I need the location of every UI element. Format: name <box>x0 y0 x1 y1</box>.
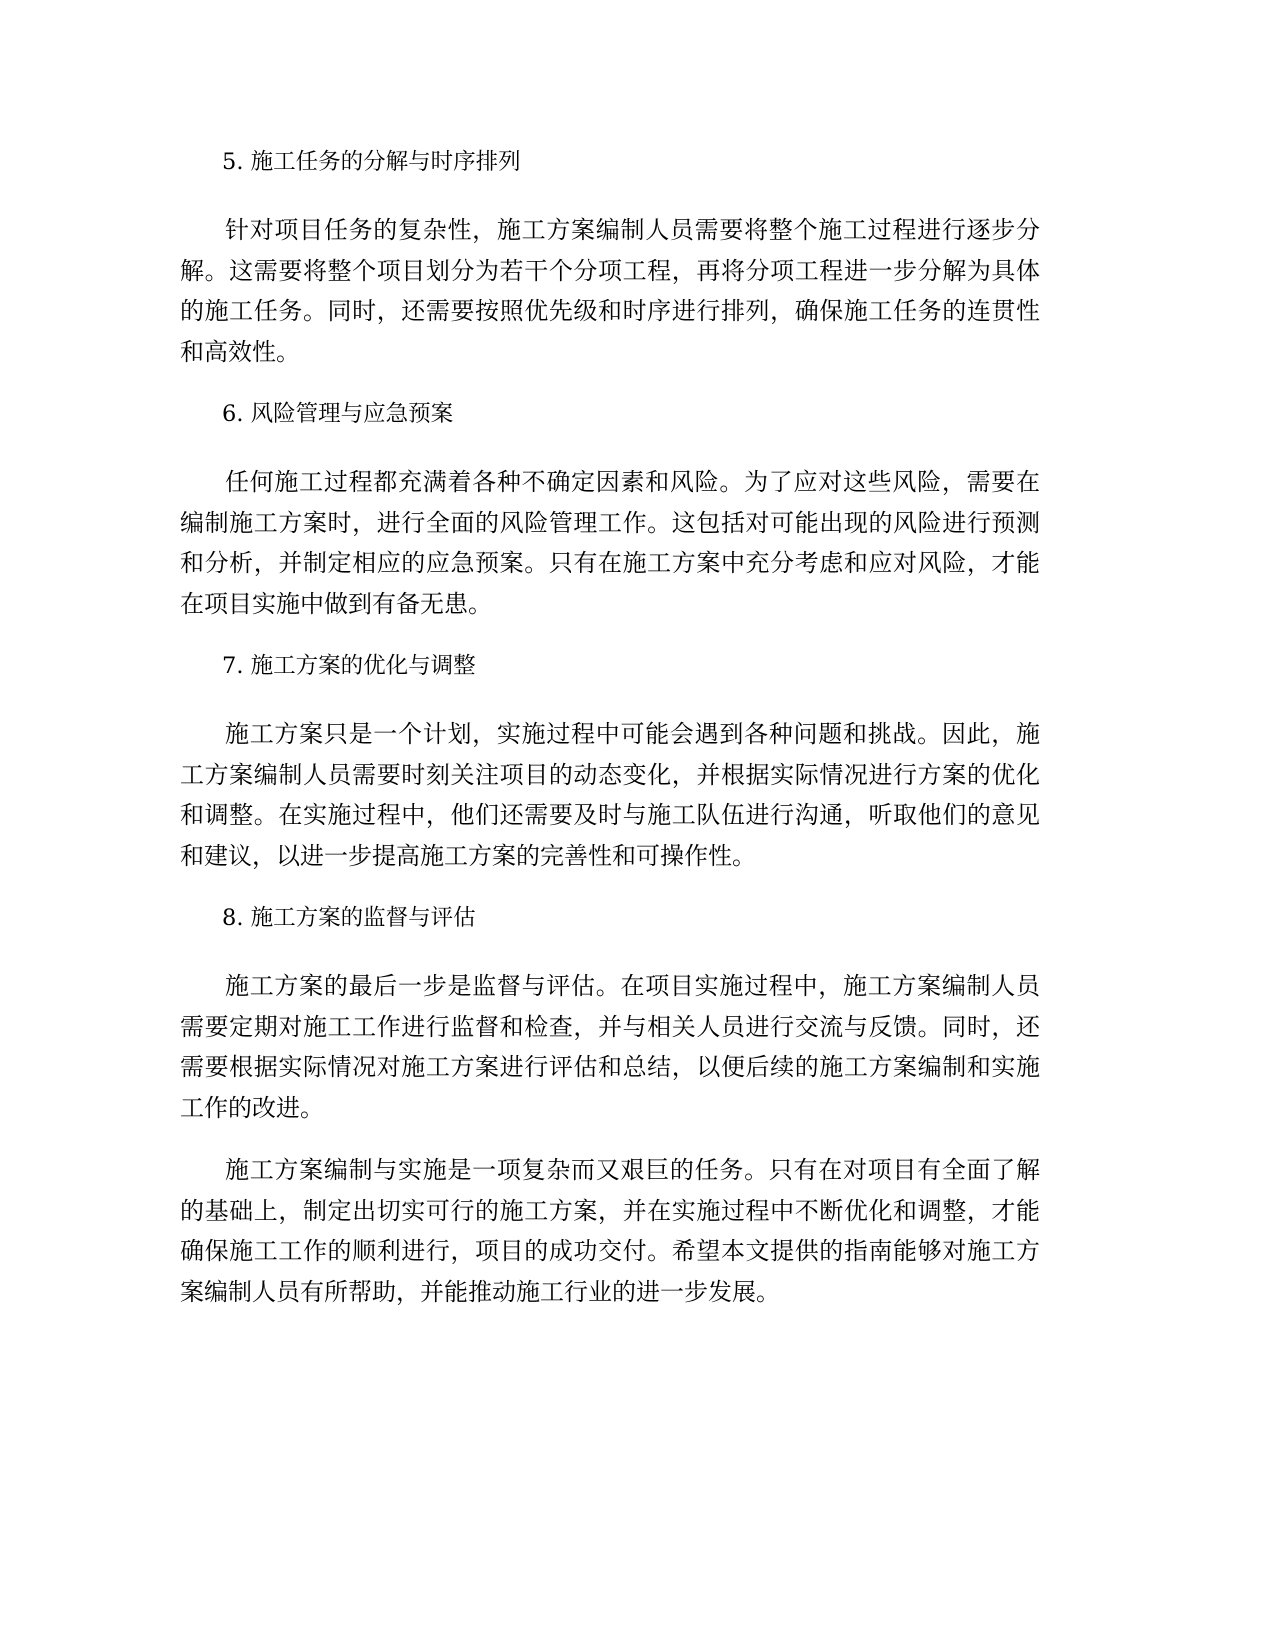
section-heading-5: 5. 施工任务的分解与时序排列 <box>222 149 521 175</box>
conclusion-paragraph: 施工方案编制与实施是一项复杂而又艰巨的任务。只有在对项目有全面了解的基础上，制定出切实可行的施工方案，并在实施过程中不断优化和调整，才能确保施工工作的顺利进行，项目的成功交付。希望本文提供的指南能够对施工方案编制人员有所帮助，并能推动施工行业的进一步发展。 <box>180 1156 1040 1306</box>
section-heading-6: 6. 风险管理与应急预案 <box>222 401 454 427</box>
section-paragraph-5: 针对项目任务的复杂性，施工方案编制人员需要将整个施工过程进行逐步分解。这需要将整个项目划分为若干个分项工程，再将分项工程进一步分解为具体的施工任务。同时，还需要按照优先级和时序进行排列，确保施工任务的连贯性和高效性。 <box>180 216 1040 366</box>
section-heading-8: 8. 施工方案的监督与评估 <box>222 905 476 931</box>
section-paragraph-6: 任何施工过程都充满着各种不确定因素和风险。为了应对这些风险，需要在编制施工方案时，进行全面的风险管理工作。这包括对可能出现的风险进行预测和分析，并制定相应的应急预案。只有在施工方案中充分考虑和应对风险，才能在项目实施中做到有备无患。 <box>180 468 1040 618</box>
section-paragraph-7: 施工方案只是一个计划，实施过程中可能会遇到各种问题和挑战。因此，施工方案编制人员需要时刻关注项目的动态变化，并根据实际情况进行方案的优化和调整。在实施过程中，他们还需要及时与施工队伍进行沟通，听取他们的意见和建议，以进一步提高施工方案的完善性和可操作性。 <box>180 720 1040 870</box>
document-body <box>180 142 1040 1312</box>
section-heading-7: 7. 施工方案的优化与调整 <box>222 653 476 679</box>
section-paragraph-8: 施工方案的最后一步是监督与评估。在项目实施过程中，施工方案编制人员需要定期对施工工作进行监督和检查，并与相关人员进行交流与反馈。同时，还需要根据实际情况对施工方案进行评估和总结，以便后续的施工方案编制和实施工作的改进。 <box>180 972 1040 1122</box>
